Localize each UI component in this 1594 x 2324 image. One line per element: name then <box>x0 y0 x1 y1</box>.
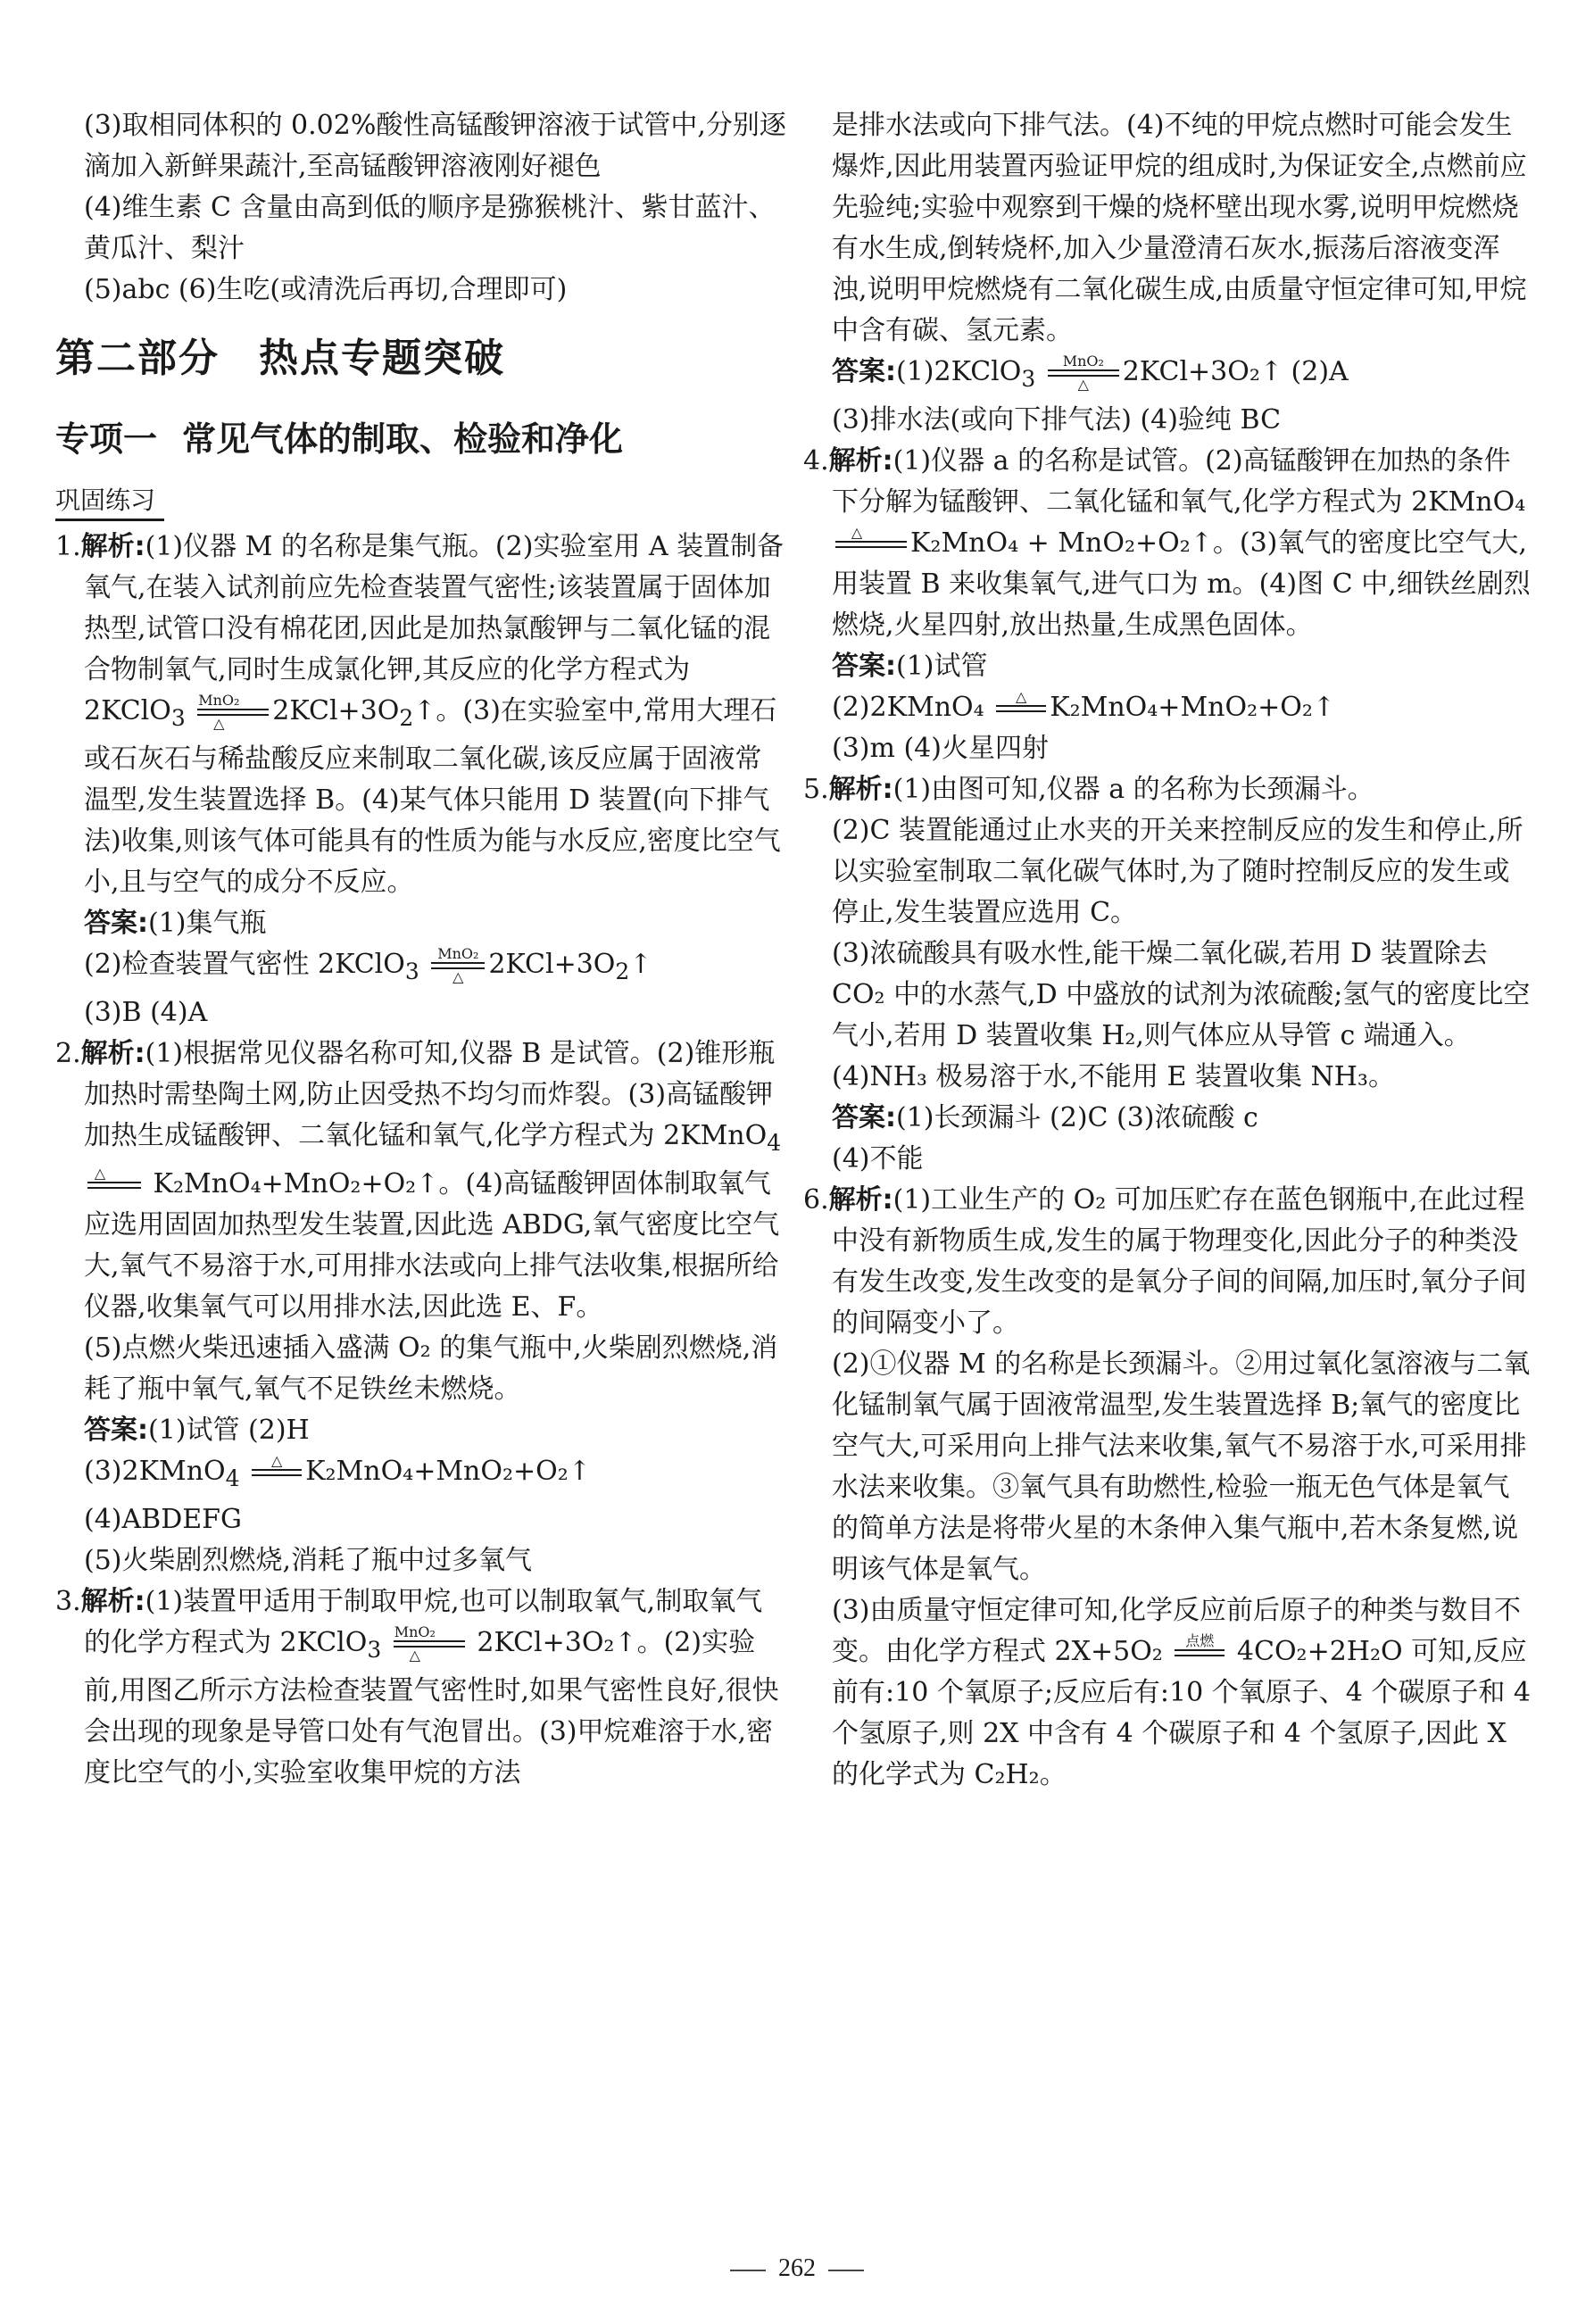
question-6-analysis-3: (3)由质量守恒定律可知,化学反应前后原子的种类与数目不变。由化学方程式 2X+5O₂ 点燃 4CO₂+2H₂O 可知,反应前有:10 个氧原子;反应后有:10 个氧原子、4 个碳原子和 4 个氢原子,则 2X 中含有 4 个碳原子和 4 个氢原子,因此 X 的化学式为 C₂H₂。 <box>832 1595 1531 1790</box>
question-3-answer: 答案:(1)2KClO$_3$ MnO₂ △ 2KCl+3O₂↑ (2)A <box>832 353 1349 393</box>
reaction-condition: △ <box>87 1166 141 1205</box>
question-5-analysis-4: (4)NH₃ 极易溶于水,不能用 E 装置收集 NH₃。 <box>832 1061 1395 1092</box>
question-6-analysis: 6.解析:(1)工业生产的 O₂ 可加压贮存在蓝色钢瓶中,在此过程中没有新物质生成,发生的属于物理变化,因此分子的种类没有发生改变,发生改变的是氧分子间的间隔,加压时,氧分子间的间隔变小了。 <box>803 1184 1527 1339</box>
part-title: 第二部分 热点专题突破 <box>55 336 505 381</box>
question-4-answer-2: (2)2KMnO₄ △ K₂MnO₄+MnO₂+O₂↑ <box>803 687 1535 728</box>
question-3-answer-2: (3)排水法(或向下排气法) (4)验纯 BC <box>832 404 1282 436</box>
question-3-analysis: 3.解析:(1)装置甲适用于制取甲烷,也可以制取氧气,制取氧气的化学方程式为 2KClO$_3$ MnO₂ △ 2KCl+3O₂↑。(2)实验前,用图乙所示方法检查装置气密性时,如果气密性良好,很快会出现的现象是导管口处有气泡冒出。(3)甲烷难溶于水,密度比空气的小,实验室收集甲烷的方法 <box>55 1586 779 1789</box>
question-1-answer-3: (3)B (4)A <box>84 997 208 1028</box>
question-5-analysis: 5.解析:(1)由图可知,仪器 a 的名称为长颈漏斗。 <box>803 774 1374 805</box>
question-1-answer-2: (2)检查装置气密性 2KClO$_3$ MnO₂ △ $2KCl+3O_2↑$ <box>84 945 652 985</box>
question-3-analysis-cont: 是排水法或向下排气法。(4)不纯的甲烷点燃时可能会发生爆炸,因此用装置丙验证甲烷的组成时,为保证安全,点燃前应先验纯;实验中观察到干燥的烧杯壁出现水雾,说明甲烷燃烧有水生成,倒转烧杯,加入少量澄清石灰水,振荡后溶液变浑浊,说明甲烷燃烧有二氧化碳生成,由质量守恒定律可知,甲烷中含有碳、氢元素。 <box>832 110 1527 346</box>
reaction-condition: MnO₂ △ <box>197 693 269 732</box>
question-2-answer-5: (5)火柴剧烈燃烧,消耗了瓶中过多氧气 <box>84 1545 533 1576</box>
reaction-condition: MnO₂ △ <box>394 1624 465 1664</box>
question-2-analysis-5: (5)点燃火柴迅速插入盛满 O₂ 的集气瓶中,火柴剧烈燃烧,消耗了瓶中氧气,氧气不足铁丝未燃烧。 <box>84 1332 778 1405</box>
question-2-analysis: 2.解析:(1)根据常见仪器名称可知,仪器 B 是试管。(2)锥形瓶加热时需垫陶土网,防止因受热不均匀而炸裂。(3)高锰酸钾加热生成锰酸钾、二氧化锰和氧气,化学方程式为 2KMnO$_4$ △ K₂MnO₄+MnO₂+O₂↑。(4)高锰酸钾固体制取氧气应选用固固加热型发生装置,因此选 ABDG,氧气密度比空气大,氧气不易溶于水,可用排水法或向上排气法收集,根据所给仪器,收集氧气可以用排水法,因此选 E、F。 <box>55 1038 782 1323</box>
question-4-answer-3: (3)m (4)火星四射 <box>832 733 1049 764</box>
page-number: 262 <box>0 2254 1594 2283</box>
reaction-condition: MnO₂ △ <box>431 946 485 985</box>
right-column <box>803 105 1535 1796</box>
intro-line-5: (5)abc (6)生吃(或清洗后再切,合理即可) <box>84 274 568 305</box>
intro-line-3: (3)取相同体积的 0.02%酸性高锰酸钾溶液于试管中,分别逐滴加入新鲜果蔬汁,至高锰酸钾溶液刚好褪色 <box>84 110 786 182</box>
reaction-condition: MnO₂ △ <box>1048 353 1119 393</box>
reaction-condition: △ <box>835 525 907 564</box>
question-5-answer: 答案:(1)长颈漏斗 (2)C (3)浓硫酸 c <box>832 1102 1258 1133</box>
reaction-condition: △ <box>996 689 1046 728</box>
question-2-answer-3: (3)2KMnO$_4$ △ K₂MnO₄+MnO₂+O₂↑ <box>84 1452 591 1491</box>
question-4-analysis: 4.解析:(1)仪器 a 的名称是试管。(2)高锰酸钾在加热的条件下分解为锰酸钾、二氧化锰和氧气,化学方程式为 2KMnO₄ △ K₂MnO₄ + MnO₂+O₂↑。(3)氧气的密度比空气大,用装置 B 来收集氧气,进气口为 m。(4)图 C 中,细铁丝剧烈燃烧,火星四射,放出热量,生成黑色固体。 <box>803 445 1531 641</box>
question-2-answer-4: (4)ABDEFG <box>84 1504 242 1535</box>
left-column <box>55 105 787 1794</box>
question-5-answer-2: (4)不能 <box>832 1143 924 1174</box>
subsection-title: 巩固练习 <box>55 483 164 521</box>
question-1-answer: 答案:(1)集气瓶 <box>84 908 267 939</box>
question-5-analysis-3: (3)浓硫酸具有吸水性,能干燥二氧化碳,若用 D 装置除去 CO₂ 中的水蒸气,D 中盛放的试剂为浓硫酸;氢气的密度比空气小,若用 D 装置收集 H₂,则气体应从导管 c 端通入。 <box>832 938 1531 1051</box>
reaction-condition: △ <box>252 1453 302 1492</box>
question-4-answer: 答案:(1)试管 <box>832 651 988 682</box>
reaction-condition: 点燃 <box>1175 1633 1225 1672</box>
question-6-analysis-2: (2)①仪器 M 的名称是长颈漏斗。②用过氧化氢溶液与二氧化锰制氧气属于固液常温型,发生装置选择 B;氧气的密度比空气大,可采用向上排气法来收集,氧气不易溶于水,可采用排水法来收集。③氧气具有助燃性,检验一瓶无色气体是氧气的简单方法是将带火星的木条伸入集气瓶中,若木条复燃,说明该气体是氧气。 <box>832 1349 1531 1585</box>
question-2-answer: 答案:(1)试管 (2)H <box>84 1415 310 1446</box>
question-1-analysis: 1.解析:(1)仪器 M 的名称是集气瓶。(2)实验室用 A 装置制备氧气,在装入试剂前应先检查装置气密性;该装置属于固体加热型,试管口没有棉花团,因此是加热氯酸钾与二氧化锰的混合物制氧气,同时生成氯化钾,其反应的化学方程式为 2KClO$_3$ MnO₂ △ $2KCl+3O_2↑$。(3)在实验室中,常用大理石或石灰石与稀盐酸反应来制取二氧化碳,该反应属于固液常温型,发生装置选择 B。(4)某气体只能用 D 装置(向下排气法)收集,则该气体可能具有的性质为能与水反应,密度比空气小,且与空气的成分不反应。 <box>55 531 785 898</box>
intro-line-4: (4)维生素 C 含量由高到低的顺序是猕猴桃汁、紫甘蓝汁、黄瓜汁、梨汁 <box>84 192 776 264</box>
section-title: 专项一 常见气体的制取、检验和净化 <box>55 419 624 459</box>
question-5-analysis-2: (2)C 装置能通过止水夹的开关来控制反应的发生和停止,所以实验室制取二氧化碳气体时,为了随时控制反应的发生或停止,发生装置应选用 C。 <box>832 815 1523 928</box>
